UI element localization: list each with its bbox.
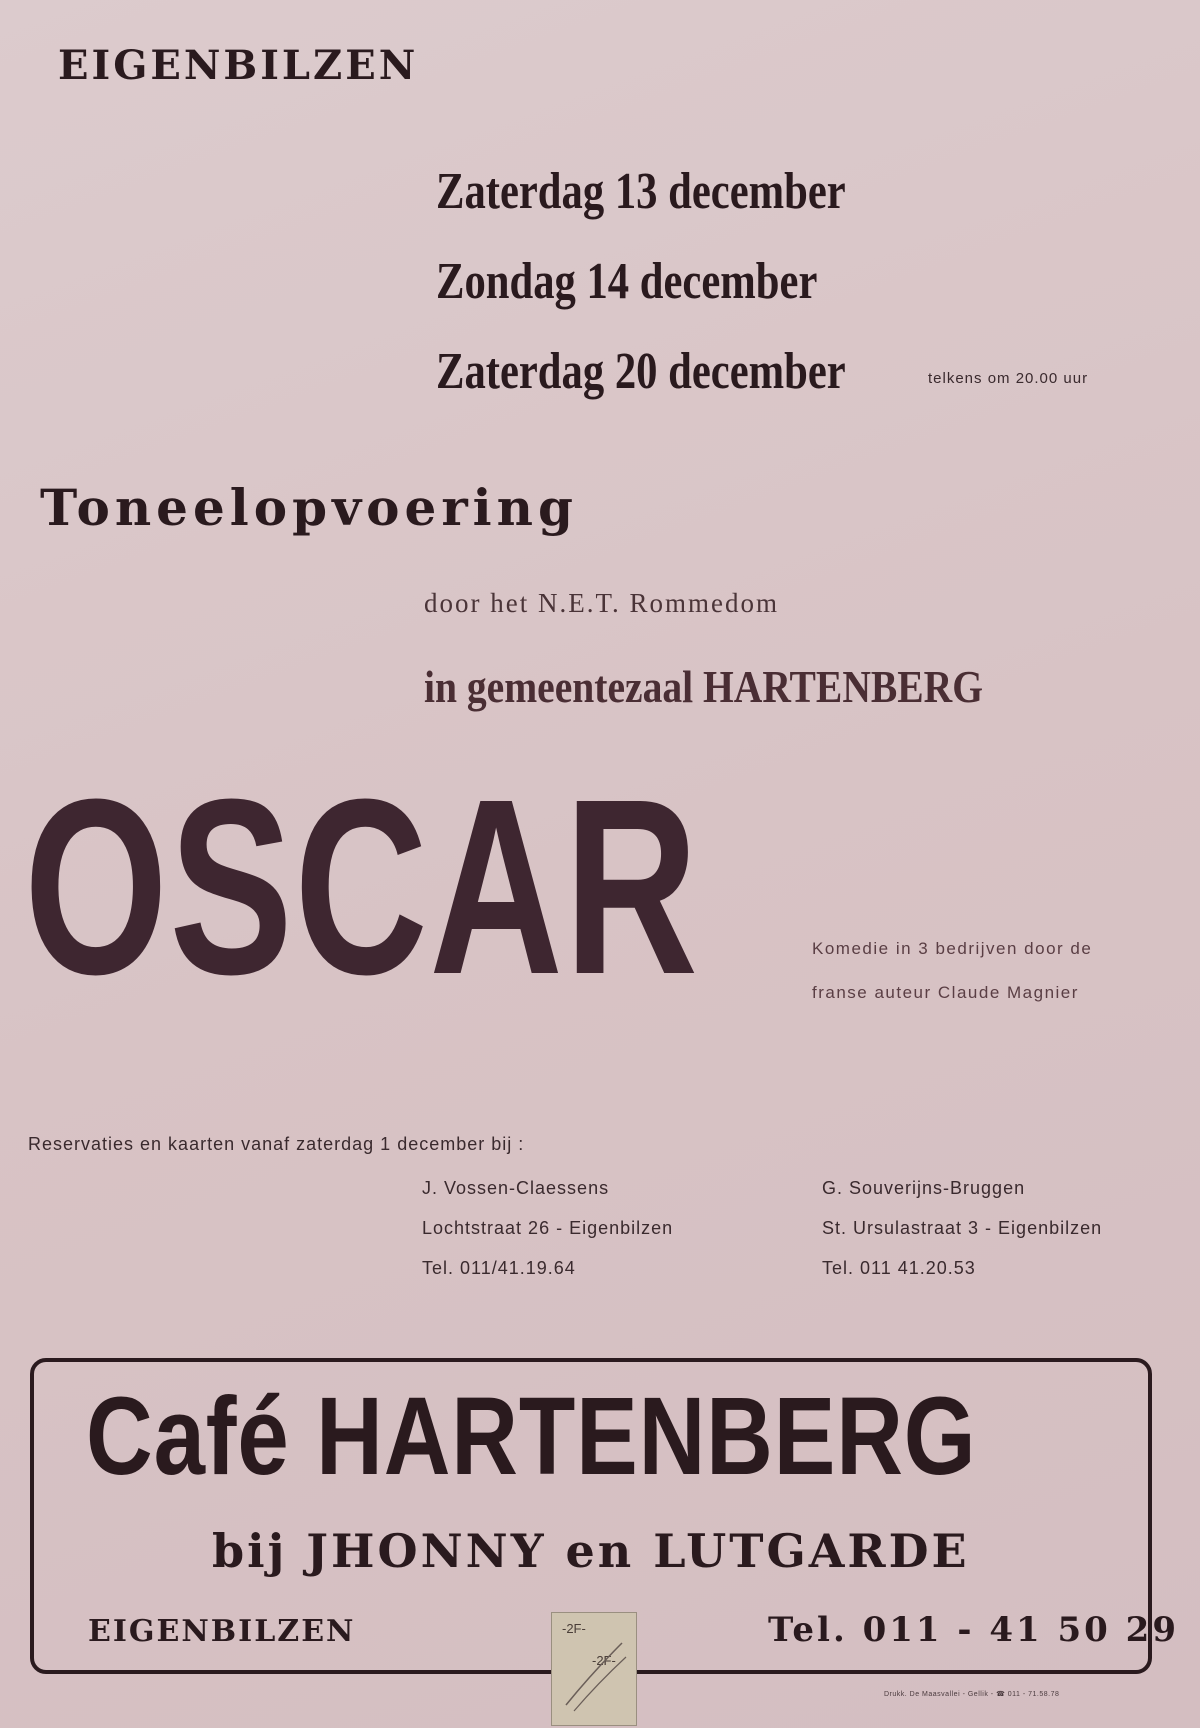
contact-2-name: G. Souverijns-Bruggen [822,1178,1026,1198]
contact-1-tel: Tel. 011/41.19.64 [422,1258,576,1278]
date-sunday-14: Zondag 14 december [436,253,818,310]
stamp-value-top: -2F- [562,1621,586,1636]
cafe-town: EIGENBILZEN [88,1614,356,1649]
contact-1-street: Lochtstraat 26 - Eigenbilzen [422,1218,674,1238]
contact-2-street: St. Ursulastraat 3 - Eigenbilzen [822,1218,1103,1238]
play-description-line2: franse auteur Claude Magnier [812,983,1079,1002]
play-description-line1: Komedie in 3 bedrijven door de [812,939,1093,958]
event-company: door het N.E.T. Rommedom [424,588,779,618]
reservations-intro: Reservaties en kaarten vanaf zaterdag 1 december bij : [28,1134,525,1154]
town-heading: EIGENBILZEN [58,42,419,89]
event-venue: in gemeentezaal HARTENBERG [424,661,983,712]
stamp-value-bottom: -2F- [592,1653,616,1668]
printer-credit: Drukk. De Maasvallei - Gellik - ☎ 011 - 71.58.78 [884,1691,1060,1698]
contact-2-tel: Tel. 011 41.20.53 [822,1258,976,1278]
cafe-phone: Tel. 011 - 41 50 29 [768,1610,1179,1650]
tax-stamp [551,1612,637,1726]
time-note: telkens om 20.00 uur [928,370,1089,387]
date-saturday-13: Zaterdag 13 december [436,163,846,220]
event-type: Toneelopvoering [40,478,578,537]
date-saturday-20: Zaterdag 20 december [436,343,846,400]
play-title: OSCAR [24,747,700,1026]
cafe-hosts: bij JHONNY en LUTGARDE [212,1524,970,1578]
contact-1-name: J. Vossen-Claessens [422,1178,610,1198]
stamp-cancel-mark-icon [552,1613,638,1727]
cafe-name: Café HARTENBERG [86,1375,977,1498]
